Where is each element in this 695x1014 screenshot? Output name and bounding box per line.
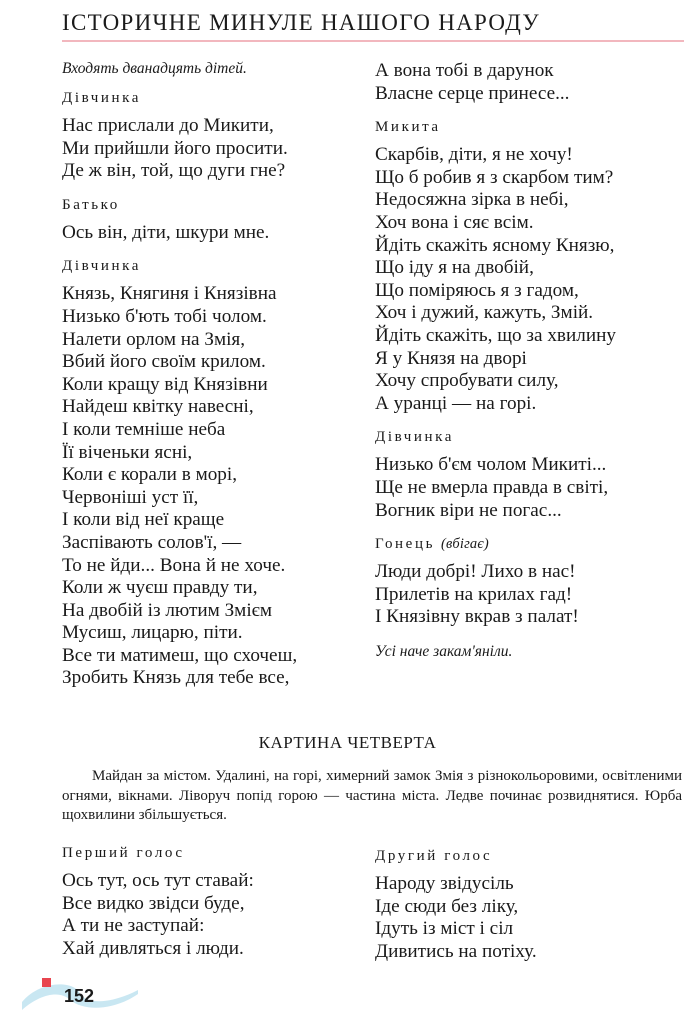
verse-line: Коли є корали в морі, xyxy=(62,464,238,486)
verse-line: Налети орлом на Змія, xyxy=(62,328,246,350)
verse-line: Її віченьки ясні, xyxy=(62,441,193,463)
verse-line: Коли кращу від Князівни xyxy=(62,373,268,395)
verse-line: Ось він, діти, шкури мне. xyxy=(62,221,270,243)
verse-line: Люди добрі! Лихо в нас! xyxy=(375,561,576,583)
verse-line: Нас прислали до Микити, xyxy=(62,115,274,136)
scene-title: КАРТИНА ЧЕТВЕРТА xyxy=(258,733,437,752)
verse-lines xyxy=(62,870,362,960)
speaker-label: Перший голос xyxy=(62,845,185,861)
verse-line: Вогник віри не погас... xyxy=(375,499,562,521)
verse-lines xyxy=(62,222,362,245)
speaker-name xyxy=(375,848,675,865)
verse-line: Хочу спробувати силу, xyxy=(375,370,559,392)
verse-line: Що б робив я з скарбом тим? xyxy=(375,166,614,188)
speaker-name xyxy=(62,90,362,107)
stage-direction-frozen: Усі наче закам'яніли. xyxy=(375,642,513,660)
verse-lines xyxy=(375,873,675,963)
verse-line: Ми прийшли його просити. xyxy=(62,137,288,159)
intro-line: Власне серце принесе... xyxy=(375,82,570,104)
speaker-name xyxy=(375,429,675,446)
verse-line: Вбий його своїм крилом. xyxy=(62,351,266,373)
verse-line: Скарбів, діти, я не хочу! xyxy=(375,144,573,166)
verse-lines xyxy=(375,144,675,415)
verse-line: Прилетів на крилах гад! xyxy=(375,583,573,605)
verse-line: А ти не заступай: xyxy=(62,915,205,937)
verse-lines xyxy=(375,561,675,629)
verse-line: Заспівають солов'ї, — xyxy=(62,531,242,553)
speaker-name xyxy=(375,536,675,553)
running-header xyxy=(62,8,684,42)
speaker-name xyxy=(62,197,362,214)
accent-square xyxy=(42,978,51,987)
header-title: ІСТОРИЧНЕ МИНУЛЕ НАШОГО НАРОДУ xyxy=(62,10,540,35)
intro-line: А вона тобі в дарунок xyxy=(375,60,554,81)
second-voice-block xyxy=(375,848,675,977)
verse-line: Червоніші уст її, xyxy=(62,486,199,508)
speaker-label: Гонець xyxy=(375,536,436,553)
verse-line: Іде сюди без ліку, xyxy=(375,895,519,917)
verse-line: Дивитись на потіху. xyxy=(375,940,537,962)
speaker-name xyxy=(375,119,675,136)
page-number: 152 xyxy=(64,986,95,1006)
verse-line: Низько б'ють тобі чолом. xyxy=(62,305,267,327)
left-column xyxy=(62,60,362,704)
verse-line: Все видко звідси буде, xyxy=(62,892,245,914)
speaker-label: Другий голос xyxy=(375,848,493,864)
verse-line: І коли темніше неба xyxy=(62,418,226,440)
verse-line: Низько б'єм чолом Микиті... xyxy=(375,454,607,476)
verse-line: Що іду я на двобій, xyxy=(375,257,534,279)
speaker-label: Дівчинка xyxy=(62,258,142,275)
speaker-stage-note: (вбігає) xyxy=(441,536,489,553)
verse-line: А уранці — на горі. xyxy=(375,392,537,414)
verse-line: Ось тут, ось тут ставай: xyxy=(62,870,254,891)
verse-line: Князь, Княгиня і Князівна xyxy=(62,283,277,305)
verse-line: Що поміряюсь я з гадом, xyxy=(375,279,579,301)
verse-line: Найдеш квітку навесні, xyxy=(62,396,254,418)
verse-line: Недосяжна зірка в небі, xyxy=(375,189,569,211)
verse-line: Де ж він, той, що дуги гне? xyxy=(62,160,286,182)
verse-line: То не йди... Вона й не хоче. xyxy=(62,554,286,576)
verse-line: Мусиш, лицарю, піти. xyxy=(62,622,243,644)
first-voice-block xyxy=(62,845,362,974)
speaker-label: Дівчинка xyxy=(62,90,142,106)
verse-lines xyxy=(62,283,362,690)
speaker-name xyxy=(62,258,362,275)
stage-direction-entrance: Входять дванадцять дітей. xyxy=(62,60,247,77)
verse-line: Я у Князя на дворі xyxy=(375,347,527,369)
verse-line: Ще не вмерла правда в світі, xyxy=(375,476,609,498)
verse-line: На двобій із лютим Змієм xyxy=(62,599,273,621)
verse-line: Зробить Князь для тебе все, xyxy=(62,667,290,689)
verse-lines xyxy=(375,454,675,522)
verse-line: Ідуть із міст і сіл xyxy=(375,918,514,940)
speaker-label: Батько xyxy=(62,196,120,213)
verse-line: І коли від неї краще xyxy=(62,509,225,531)
verse-line: Хоч вона і сяє всім. xyxy=(375,211,534,233)
right-column xyxy=(375,60,675,673)
intro-lines xyxy=(375,60,675,105)
verse-line: Все ти матимеш, що схочеш, xyxy=(62,644,298,666)
verse-lines xyxy=(62,115,362,183)
verse-line: Народу звідусіль xyxy=(375,873,514,894)
scene-remark: Майдан за містом. Удалині, на горі, химерний замок Змія з різнокольоровими, освітленими огнями, вікнами. Ліворуч попід горою — частина міста. Ледве починає розвиднятися. Юрба щохвилини збільшується. xyxy=(62,768,682,823)
verse-line: Йдіть скажіть ясному Князю, xyxy=(375,234,615,256)
speaker-label: Микита xyxy=(375,119,441,136)
speaker-name xyxy=(62,845,362,862)
verse-line: Йдіть скажіть, що за хвилину xyxy=(375,324,616,346)
verse-line: Хай дивляться і люди. xyxy=(62,937,244,959)
verse-line: Хоч і дужий, кажуть, Змій. xyxy=(375,302,594,324)
verse-line: Коли ж чуєш правду ти, xyxy=(62,577,258,599)
verse-line: І Князівну вкрав з палат! xyxy=(375,606,579,628)
speaker-label: Дівчинка xyxy=(375,429,455,446)
